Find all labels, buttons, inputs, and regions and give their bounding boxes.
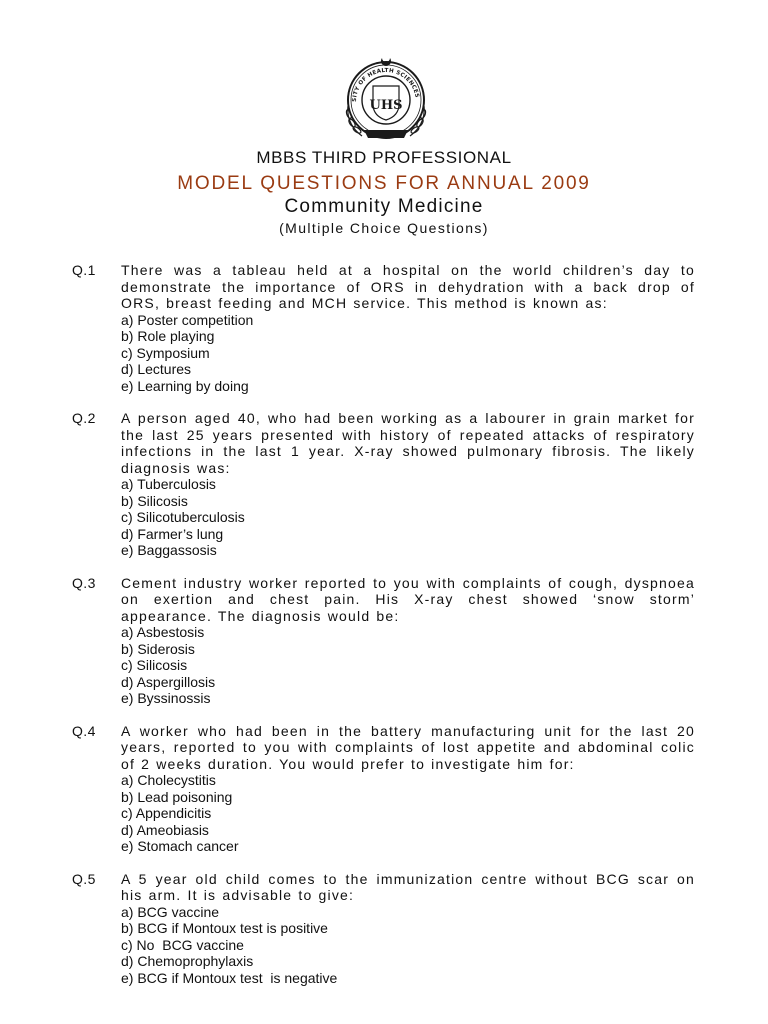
question-body <box>121 575 695 707</box>
option-b: b) Silicosis <box>121 492 188 509</box>
question-body <box>121 723 695 855</box>
question-body <box>121 262 695 394</box>
question-number: Q.1 <box>72 262 96 278</box>
option-list <box>121 312 695 395</box>
option-c: c) Appendicitis <box>121 805 212 821</box>
logo-monogram: UHS <box>369 98 403 113</box>
logo-ring-text: SITY OF HEALTH SCIENCES <box>351 67 420 103</box>
question-type-subtitle: (Multiple Choice Questions) <box>279 220 489 236</box>
option-list <box>121 624 695 707</box>
question-number: Q.2 <box>72 410 96 426</box>
question-body <box>121 871 695 987</box>
option-a: a) Tuberculosis <box>121 476 216 492</box>
option-c: c) No BCG vaccine <box>121 936 244 953</box>
question-body <box>121 410 695 559</box>
option-a: a) Poster competition <box>121 311 254 328</box>
option-list <box>121 772 695 855</box>
professional-heading: MBBS THIRD PROFESSIONAL <box>256 148 512 167</box>
option-c: c) Silicosis <box>121 657 188 673</box>
model-questions-title: MODEL QUESTIONS FOR ANNUAL 2009 <box>177 173 591 194</box>
question-text: There was a tableau held at a hospital on the world children’s day to demonstrate the importance of ORS in dehydration with a back drop of ORS, breast feeding and MCH service. This method is known as: <box>121 262 695 311</box>
subject-title: Community Medicine <box>284 196 484 217</box>
option-a: a) Cholecystitis <box>121 772 216 788</box>
option-e: e) Learning by doing <box>121 377 249 394</box>
option-d: d) Farmer’s lung <box>121 525 224 542</box>
option-list <box>121 476 695 559</box>
option-c: c) Symposium <box>121 344 210 361</box>
option-a: a) Asbestosis <box>121 624 205 640</box>
option-d: d) Aspergillosis <box>121 673 216 690</box>
option-e: e) BCG if Montoux test is negative <box>121 969 338 986</box>
question-number: Q.5 <box>72 870 96 887</box>
university-crest-icon <box>338 56 434 146</box>
option-b: b) Lead poisoning <box>121 788 233 805</box>
option-e: e) Stomach cancer <box>121 838 239 854</box>
option-d: d) Ameobiasis <box>121 821 209 838</box>
question-text: A worker who had been in the battery manufacturing unit for the last 20 years, reported to you with complaints of lost appetite and abdominal colic of 2 weeks duration. You would prefer to investigate him for: <box>121 722 695 772</box>
question-list <box>72 262 697 1002</box>
option-d: d) Lectures <box>121 361 192 377</box>
question-4 <box>72 723 697 855</box>
option-b: b) Role playing <box>121 328 215 344</box>
question-5 <box>72 871 697 987</box>
question-2 <box>72 410 697 559</box>
question-text: A 5 year old child comes to the immunization centre without BCG scar on his arm. It is advisable to give: <box>121 870 695 903</box>
option-d: d) Chemoprophylaxis <box>121 953 254 969</box>
question-number: Q.3 <box>72 574 96 591</box>
option-b: b) Siderosis <box>121 640 195 657</box>
option-a: a) BCG vaccine <box>121 903 220 920</box>
option-e: e) Byssinossis <box>121 690 211 706</box>
university-logo <box>338 56 434 146</box>
question-number: Q.4 <box>72 722 96 739</box>
option-b: b) BCG if Montoux test is positive <box>121 920 328 936</box>
question-1 <box>72 262 697 394</box>
option-e: e) Baggassosis <box>121 542 217 558</box>
option-c: c) Silicotuberculosis <box>121 509 245 525</box>
option-list <box>121 904 695 987</box>
question-text: Cement industry worker reported to you with complaints of cough, dyspnoea on exertion and chest pain. His X-ray chest showed ‘snow storm’ appearance. The diagnosis would be: <box>121 574 695 624</box>
question-3 <box>72 575 697 707</box>
question-text: A person aged 40, who had been working as a labourer in grain market for the last 25 years presented with history of repeated attacks of respiratory infections in the last 1 year. X-ray showed pulmonary fibrosis. The likely diagnosis was: <box>121 410 695 476</box>
